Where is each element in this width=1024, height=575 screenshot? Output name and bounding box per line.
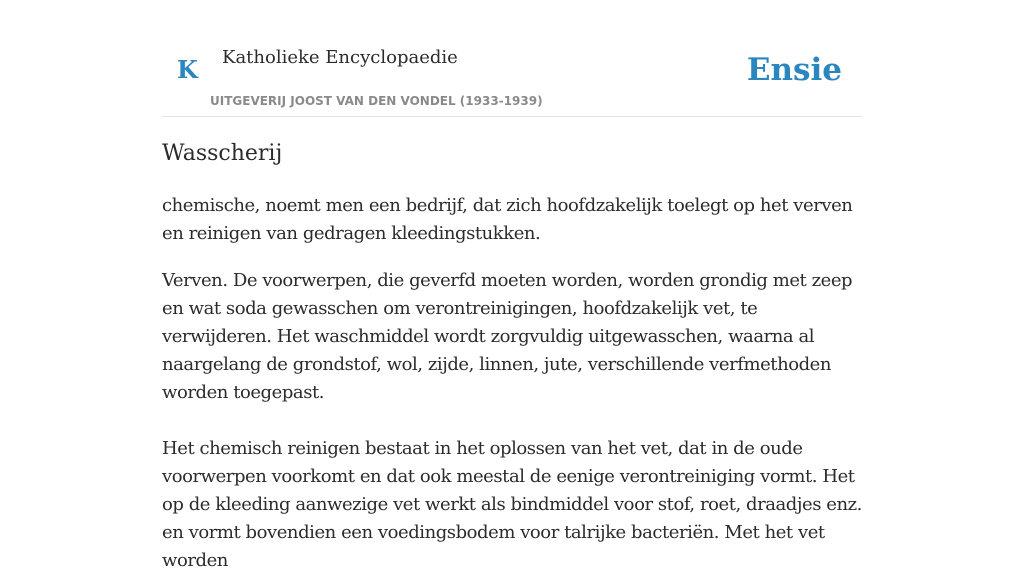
article-paragraph: Verven. De voorwerpen, die geverfd moeten worden, worden grondig met zeep en wat soda gewasschen om verontreinigingen, hoofdzakelijk vet, te verwijderen. Het waschmiddel wordt zorgvuldig uitgewasschen, waarna al naargelang de grondstof, wol, zijde, linnen, jute, verschillende verfmethoden worden toegepast. — [162, 270, 853, 403]
article — [162, 136, 862, 575]
work-title[interactable]: Katholieke Encyclopaedie — [222, 47, 458, 68]
site-header — [162, 0, 862, 117]
article-paragraph: chemische, noemt men een bedrijf, dat zich hoofdzakelijk toelegt op het verven en reinigen van gedragen kleedingstukken. — [162, 195, 853, 244]
article-paragraph: Het chemisch reinigen bestaat in het oplossen van het vet, dat in de oude voorwerpen voorkomt en dat ook meestal de eenige verontreiniging vormt. Het op de kleeding aanwezige vet werkt als bindmiddel voor stof, roet, draadjes enz. en vormt bovendien een voedingsbodem voor talrijke bacteriën. Met het vet worden — [162, 438, 862, 571]
article-title: Wasscherij — [162, 141, 283, 166]
work-logo-icon[interactable]: K — [177, 55, 198, 84]
brand-logo-link[interactable]: Ensie — [746, 52, 842, 88]
publisher-label: UITGEVERIJ JOOST VAN DEN VONDEL (1933-1939) — [210, 94, 543, 108]
